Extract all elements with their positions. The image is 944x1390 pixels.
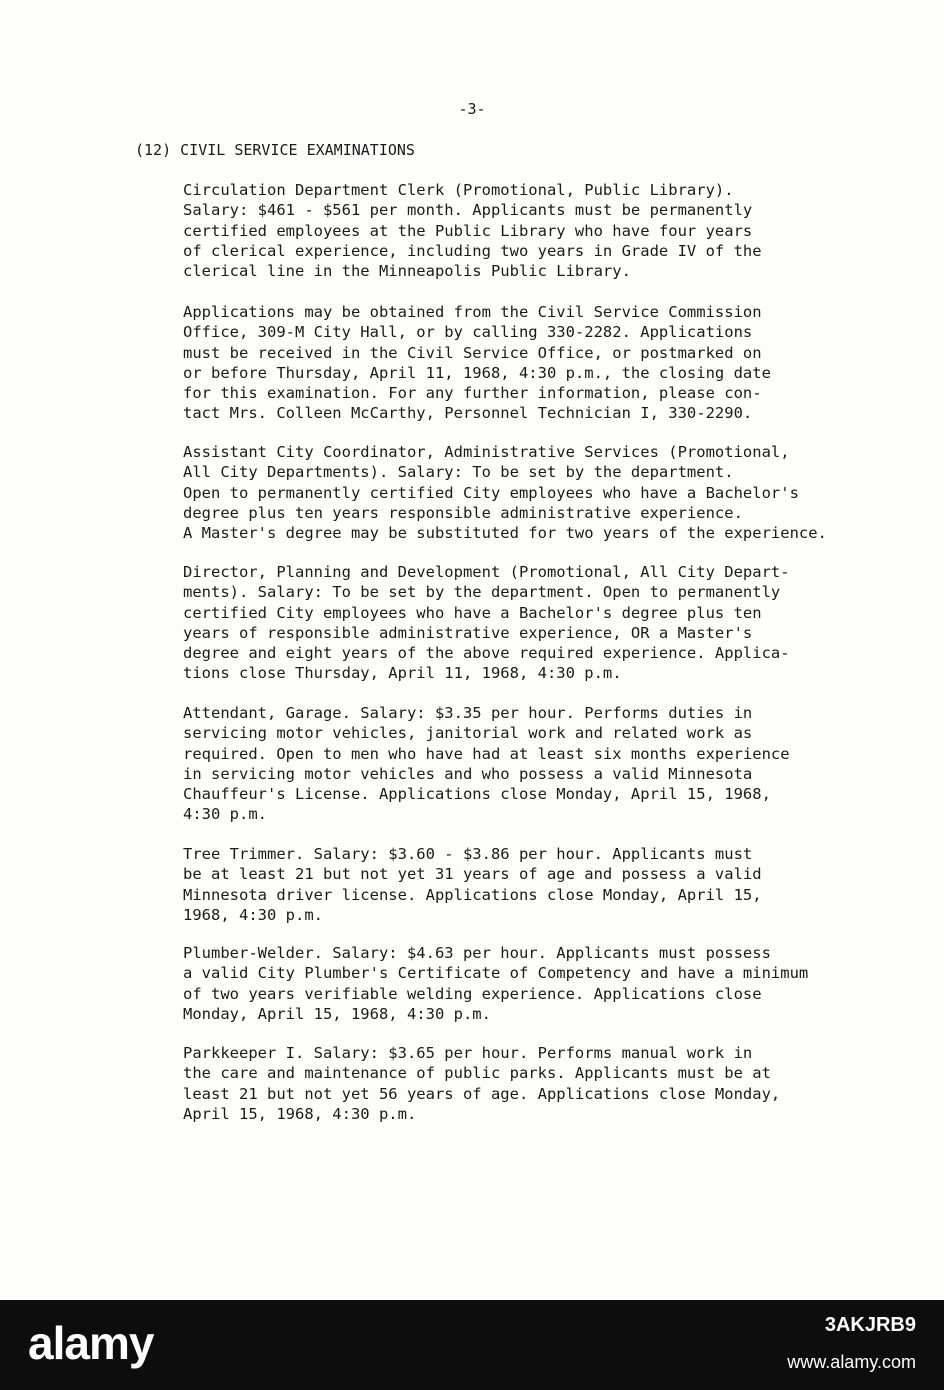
- paragraph-line: Minnesota driver license. Applications close Monday, April 15,: [183, 885, 762, 904]
- paragraph: [183, 302, 903, 424]
- paragraph-line: Director, Planning and Development (Promotional, All City Depart-: [183, 563, 790, 581]
- paragraph-line: required. Open to men who have had at least six months experience: [183, 744, 790, 763]
- paragraph: [183, 943, 903, 1024]
- paragraph: [183, 442, 903, 543]
- paragraph-line: Office, 309-M City Hall, or by calling 330-2282. Applications: [183, 323, 753, 342]
- paragraph-line: 1968, 4:30 p.m.: [183, 905, 323, 924]
- site-url: www.alamy.com: [787, 1352, 916, 1372]
- paragraph-line: tact Mrs. Colleen McCarthy, Personnel Technician I, 330-2290.: [183, 404, 753, 423]
- page-number: -3-: [458, 100, 486, 118]
- paragraph: [183, 562, 903, 684]
- paragraph-line: Applications may be obtained from the Civil Service Commission: [183, 303, 762, 321]
- paragraph-line: ments). Salary: To be set by the department. Open to permanently: [183, 583, 781, 602]
- paragraph-line: tions close Thursday, April 11, 1968, 4:30 p.m.: [183, 664, 622, 683]
- paragraph-line: Parkkeeper I. Salary: $3.65 per hour. Performs manual work in: [183, 1044, 753, 1062]
- paragraph-line: clerical line in the Minneapolis Public Library.: [183, 262, 631, 281]
- paragraph-line: Circulation Department Clerk (Promotional, Public Library).: [183, 181, 734, 199]
- paragraph-line: Salary: $461 - $561 per month. Applicants must be permanently: [183, 201, 753, 220]
- paragraph-line: certified employees at the Public Library who have four years: [183, 221, 753, 240]
- paragraph-line: the care and maintenance of public parks. Applicants must be at: [183, 1064, 771, 1083]
- paragraph-line: degree plus ten years responsible administrative experience.: [183, 503, 743, 522]
- paragraph-line: of clerical experience, including two years in Grade IV of the: [183, 241, 762, 260]
- paragraph-line: of two years verifiable welding experience. Applications close: [183, 984, 762, 1003]
- paragraph-line: Chauffeur's License. Applications close Monday, April 15, 1968,: [183, 785, 771, 804]
- paragraph: [183, 1043, 903, 1124]
- paragraph-line: certified City employees who have a Bachelor's degree plus ten: [183, 603, 762, 622]
- paragraph-line: Plumber-Welder. Salary: $4.63 per hour. Applicants must possess: [183, 944, 771, 962]
- paragraph-line: April 15, 1968, 4:30 p.m.: [183, 1104, 417, 1123]
- paragraph: [183, 180, 903, 281]
- paragraph-line: Attendant, Garage. Salary: $3.35 per hour. Performs duties in: [183, 704, 753, 722]
- paragraph-line: 4:30 p.m.: [183, 805, 267, 824]
- paragraph-line: Monday, April 15, 1968, 4:30 p.m.: [183, 1004, 491, 1023]
- paragraph-line: for this examination. For any further information, please con-: [183, 384, 762, 403]
- section-heading: (12) CIVIL SERVICE EXAMINATIONS: [135, 141, 415, 159]
- paragraph-line: least 21 but not yet 56 years of age. Applications close Monday,: [183, 1084, 781, 1103]
- paragraph-line: A Master's degree may be substituted for two years of the experience.: [183, 524, 827, 543]
- paragraph-line: Tree Trimmer. Salary: $3.60 - $3.86 per hour. Applicants must: [183, 845, 753, 863]
- paragraph-line: must be received in the Civil Service Office, or postmarked on: [183, 343, 762, 362]
- paragraph-line: in servicing motor vehicles and who possess a valid Minnesota: [183, 764, 753, 783]
- stock-footer: [0, 1300, 944, 1390]
- paragraph-line: a valid City Plumber's Certificate of Competency and have a minimum: [183, 964, 809, 983]
- paragraph-line: be at least 21 but not yet 31 years of age and possess a valid: [183, 865, 762, 884]
- paragraph-line: All City Departments). Salary: To be set by the department.: [183, 463, 734, 482]
- paragraph-line: years of responsible administrative experience, OR a Master's: [183, 623, 753, 642]
- paragraph: [183, 703, 903, 825]
- image-id: 3AKJRB9: [824, 1314, 916, 1336]
- paragraph-line: Open to permanently certified City employees who have a Bachelor's: [183, 483, 799, 502]
- paragraph-line: Assistant City Coordinator, Administrative Services (Promotional,: [183, 443, 790, 461]
- paragraph-line: or before Thursday, April 11, 1968, 4:30 p.m., the closing date: [183, 363, 771, 382]
- alamy-logo: alamy: [28, 1317, 154, 1369]
- paragraph-line: servicing motor vehicles, janitorial work and related work as: [183, 724, 753, 743]
- paragraph-line: degree and eight years of the above required experience. Applica-: [183, 644, 790, 663]
- paragraph: [183, 844, 903, 925]
